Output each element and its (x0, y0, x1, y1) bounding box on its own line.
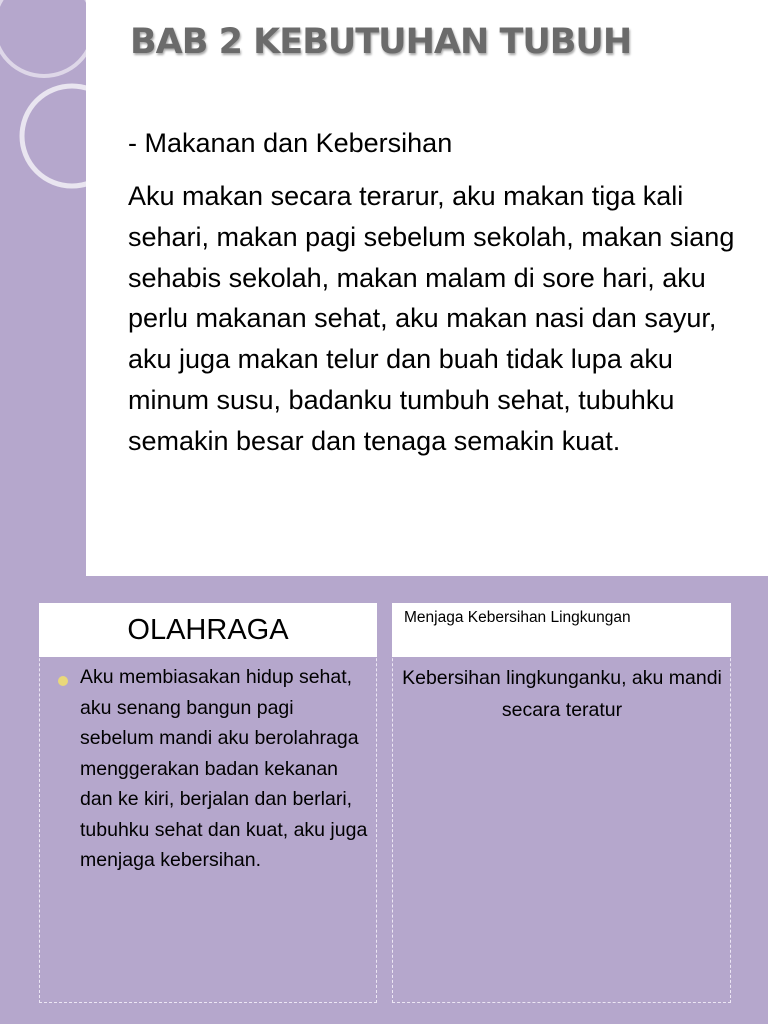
kebersihan-heading: Menjaga Kebersihan Lingkungan (404, 609, 631, 626)
kebersihan-header (392, 603, 731, 657)
bullet-icon (58, 676, 68, 686)
olahraga-heading: OLAHRAGA (127, 614, 289, 646)
olahraga-text: Aku membiasakan hidup sehat, aku senang bangun pagi sebelum mandi aku berolahraga menggerakan badan kekanan dan ke kiri, berjalan dan berlari, tubuhku sehat dan kuat, aku juga menjaga kebersihan. (80, 666, 368, 871)
olahraga-header (39, 603, 377, 657)
decorative-circles (0, 0, 90, 576)
body-paragraph: Aku makan secara terarur, aku makan tiga kali sehari, makan pagi sebelum sekolah, makan siang sehabis sekolah, makan malam di sore hari, aku perlu makanan sehat, aku makan nasi dan sayur, aku juga makan telur dan buah tidak lupa aku minum susu, badanku tumbuh sehat, tubuhku semakin besar dan tenaga semakin kuat. (128, 181, 735, 456)
section-subheading: - Makanan dan Kebersihan (128, 128, 453, 158)
kebersihan-text: Kebersihan lingkunganku, aku mandi secara teratur (402, 667, 722, 721)
page-title: BAB 2 KEBUTUHAN TUBUH (130, 22, 632, 62)
